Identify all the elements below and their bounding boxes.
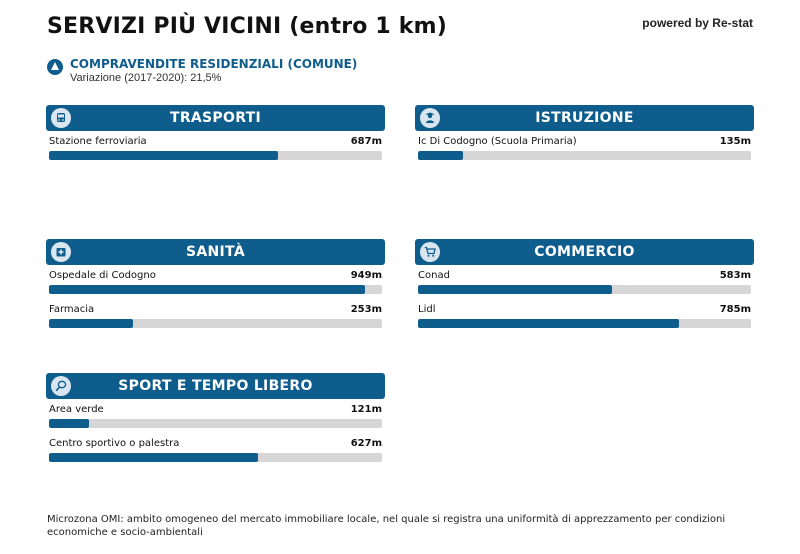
footnote: Microzona OMI: ambito omogeneo del mercato immobiliare locale, nel quale si registra una uniformità di apprezzamento per condizioni economiche e socio-ambientali [47,514,726,538]
distance-bar-track [418,285,751,294]
service-name: Ospedale di Codogno [49,270,156,281]
distance-bar-fill [49,453,258,462]
service-name: Centro sportivo o palestra [49,438,180,449]
service-distance: 687m [350,136,382,147]
card-header-commercio [415,239,754,265]
service-name: Stazione ferroviaria [49,136,147,147]
service-distance: 785m [719,304,751,315]
hospital-icon [51,242,71,262]
distance-bar-track [49,419,382,428]
service-name: Lidl [418,304,436,315]
distance-bar-fill [49,285,365,294]
distance-bar-fill [49,419,89,428]
service-distance: 121m [350,404,382,415]
service-name: Area verde [49,404,104,415]
list-item [418,265,751,299]
list-item [49,299,382,333]
distance-bar-track [418,151,751,160]
service-distance: 135m [719,136,751,147]
distance-bar-track [418,319,751,328]
card-header-trasporti [46,105,385,131]
card-header-sanita [46,239,385,265]
card-title-commercio: COMMERCIO [534,244,635,260]
powered-by-label: powered by Re-stat [642,16,753,30]
distance-bar-fill [418,319,679,328]
card-istruzione [415,105,754,165]
list-item [49,131,382,165]
trend-title: COMPRAVENDITE RESIDENZIALI (COMUNE) [70,57,358,71]
service-distance: 583m [719,270,751,281]
card-title-sanita: SANITÀ [186,244,245,260]
card-trasporti [46,105,385,165]
distance-bar-fill [49,319,133,328]
triangle-up-icon [47,59,63,75]
service-distance: 949m [350,270,382,281]
distance-bar-track [49,151,382,160]
card-title-sport: SPORT E TEMPO LIBERO [118,378,313,394]
distance-bar-track [49,453,382,462]
trend-block [47,57,357,85]
student-icon [420,108,440,128]
card-header-sport [46,373,385,399]
card-title-istruzione: ISTRUZIONE [535,110,634,126]
list-item [49,265,382,299]
shopping-cart-icon [420,242,440,262]
distance-bar-fill [49,151,278,160]
distance-bar-track [49,285,382,294]
distance-bar-fill [418,285,612,294]
service-name: Conad [418,270,450,281]
distance-bar-fill [418,151,463,160]
tennis-icon [51,376,71,396]
card-sanita [46,239,385,333]
service-name: Farmacia [49,304,95,315]
card-header-istruzione [415,105,754,131]
list-item [49,399,382,433]
bus-icon [51,108,71,128]
distance-bar-track [49,319,382,328]
card-sport [46,373,385,467]
card-title-trasporti: TRASPORTI [169,110,262,126]
page-title: SERVIZI PIÙ VICINI (entro 1 km) [47,14,448,39]
service-distance: 627m [350,438,382,449]
list-item [418,131,751,165]
service-name: Ic Di Codogno (Scuola Primaria) [418,136,577,147]
list-item [49,433,382,467]
service-distance: 253m [350,304,382,315]
card-commercio [415,239,754,333]
list-item [418,299,751,333]
trend-subtitle: Variazione (2017-2020): 21,5% [70,72,222,84]
